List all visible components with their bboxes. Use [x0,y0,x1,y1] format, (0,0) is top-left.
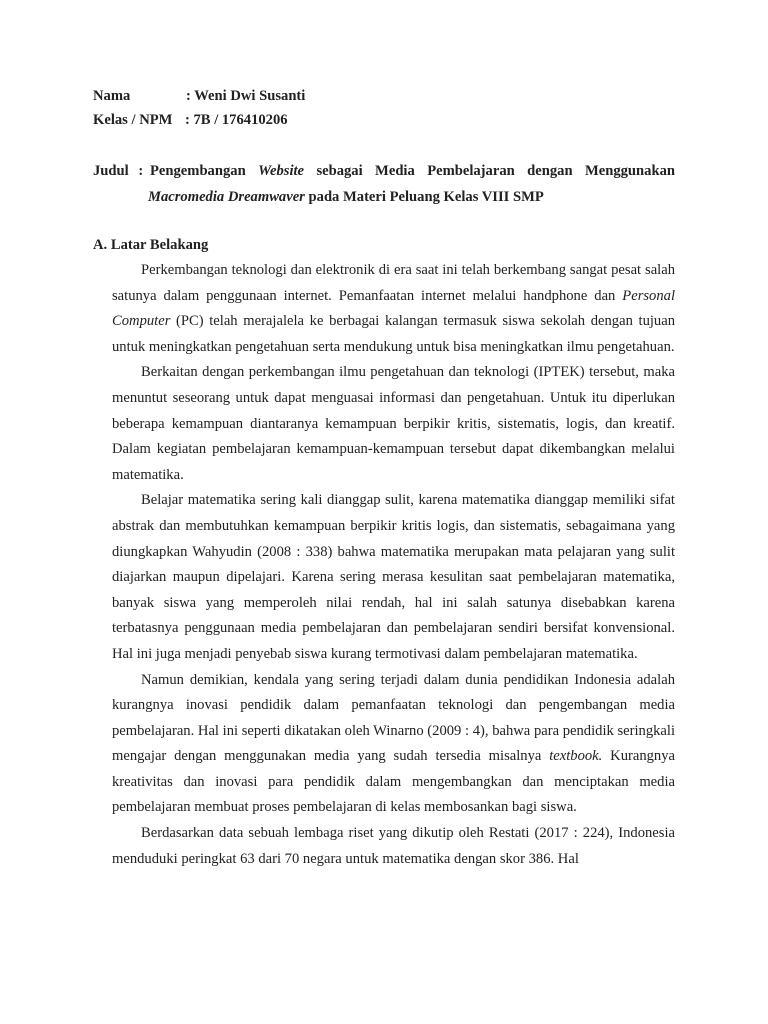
judul-text-2b: pada Materi Peluang Kelas VIII SMP [308,189,544,205]
paragraph-4 [112,668,675,822]
paragraph-2: Berkaitan dengan perkembangan ilmu pengetahuan dan teknologi (IPTEK) tersebut, maka menuntut seseorang untuk dapat menguasai informasi dan pengetahuan. Untuk itu diperlukan beberapa kemampuan diantaranya kemampuan berpikir kritis, sistematis, logis, dan kreatif. Dalam kegiatan pembelajaran kemampuan-kemampuan tersebut dapat dikembangkan melalui matematika. [112,364,675,483]
judul-label: Judul [93,163,129,179]
section-heading: A. Latar Belakang [93,237,209,253]
judul-sep: : [138,163,144,179]
paragraph-3: Belajar matematika sering kali dianggap sulit, karena matematika dianggap memiliki sifat abstrak dan membutuhkan kemampuan berpikir kritis logis, dan sistematis, sebagaimana yang diungkapkan Wahyudin (2008 : 338) bahwa matematika merupakan mata pelajaran yang sulit diajarkan maupun dipelajari. Karena sering merasa kesulitan saat pembelajaran matematika, banyak siswa yang memperoleh nilai rendah, hal ini salah satunya disebabkan karena terbatasnya penggunaan media pembelajaran dan pembelajaran sendiri bersifat konvensional. Hal ini juga menjadi penyebab siswa kurang termotivasi dalam pembelajaran matematika. [112,492,675,662]
p4-italic: textbook. [549,748,603,765]
nama-value: : Weni Dwi Susanti [186,88,306,104]
p1-italic: Personal Computer [112,287,675,330]
judul-text-1b: sebagai Media Pembelajaran dengan Menggunakan [316,163,675,179]
judul-line-2 [148,189,544,206]
judul-dreamwaver: Macromedia Dreamwaver [148,189,305,205]
p4-text-b: Kurangnya kreativitas dan inovasi para pendidik dalam mengembangkan dan menciptakan media pembelajaran membuat proses pembelajaran di kelas membosankan bagi siswa. [112,748,675,816]
nama-label: Nama [93,88,131,104]
section-body [112,258,675,872]
judul-text-1a: Pengembangan [150,163,246,179]
paragraph-1 [112,258,675,360]
judul-website: Website [258,163,305,179]
kelas-row [93,112,288,129]
judul-label-group [93,163,143,180]
p1-text-a: Perkembangan teknologi dan elektronik di era saat ini telah berkembang sangat pesat salah satunya dalam penggunaan internet. Pemanfaatan internet melalui handphone dan [112,262,675,304]
p1-text-b: (PC) telah merajalela ke berbagai kalangan termasuk siswa sekolah dengan tujuan untuk meningkatkan pengetahuan serta mendukung untuk bisa meningkatkan ilmu pengetahuan. [112,313,675,355]
kelas-label: Kelas / NPM [93,112,173,128]
paragraph-5: Berdasarkan data sebuah lembaga riset yang dikutip oleh Restati (2017 : 224), Indonesia menduduki peringkat 63 dari 70 negara untuk matematika dengan skor 386. Hal [112,825,675,867]
judul-line-1 [150,163,675,180]
p4-text-a: Namun demikian, kendala yang sering terjadi dalam dunia pendidikan Indonesia adalah kurangnya inovasi pendidik dalam pemanfaatan teknologi dan pengembangan media pembelajaran. Hal ini seperti dikatakan oleh Winarno (2009 : 4), bahwa para pendidik seringkali mengajar dengan menggunakan media yang sudah tersedia misalnya [112,671,675,765]
nama-row [93,88,305,105]
kelas-value: : 7B / 176410206 [185,112,288,128]
